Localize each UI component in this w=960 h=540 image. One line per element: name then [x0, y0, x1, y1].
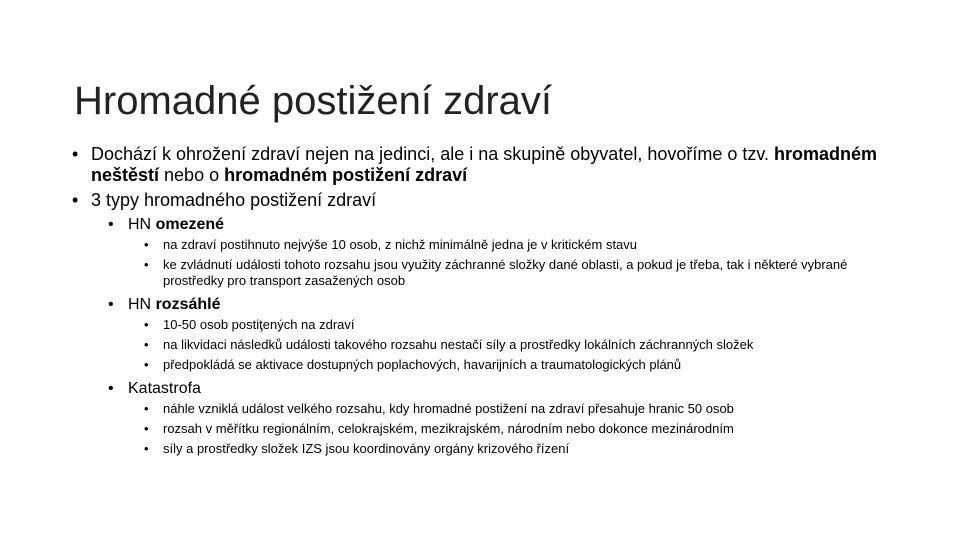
list-item: [144, 237, 892, 253]
bullet-dot-icon: •: [144, 237, 149, 252]
type-name: Katastrofa: [128, 380, 201, 397]
list-item: [144, 441, 892, 457]
bullet-dot-icon: •: [144, 257, 149, 272]
bullet-intro-mid: nebo o: [159, 165, 225, 185]
type-heading-katastrofa: [108, 379, 892, 398]
type-prefix: HN: [128, 296, 156, 313]
list-item-text: 10-50 osob postiţených na zdraví: [163, 317, 355, 332]
term-hromadne-nestesti: hromadném neštěstí: [91, 144, 878, 185]
slide-title: Hromadné postižení zdraví: [74, 78, 553, 123]
bullet-dot-icon: •: [144, 337, 149, 352]
type-name: rozsáhlé: [155, 296, 221, 313]
bullet-dot-icon: •: [144, 441, 149, 456]
type-group-rozsahle: [72, 295, 892, 373]
list-item: [144, 357, 892, 373]
list-item: [144, 421, 892, 437]
list-item-text: ke zvládnutí události tohoto rozsahu jsou využity záchranné složky dané oblasti, a pokud je třeba, tak i některé vybrané prostředky pro transport zasažených osob: [163, 257, 848, 288]
list-item-text: rozsah v měřítku regionálním, celokrajském, mezikrajském, národním nebo dokonce mezinárodním: [163, 421, 734, 436]
bullet-dot-icon: •: [72, 144, 79, 164]
bullet-dot-icon: •: [108, 380, 114, 397]
list-item-text: na zdraví postihnuto nejvýše 10 osob, z nichž minimálně jedna je v kritickém stavu: [163, 237, 638, 252]
type-name: omezené: [155, 216, 225, 233]
list-item: [144, 337, 892, 353]
bullet-intro-text: Dochází k ohrožení zdraví nejen na jedinci, ale i na skupině obyvatel, hovoříme o tzv.: [91, 144, 775, 164]
list-item-text: předpokládá se aktivace dostupných poplachových, havarijních a traumatologických plánů: [163, 357, 682, 372]
list-item: [144, 317, 892, 333]
bullet-types: [72, 190, 892, 211]
bullet-dot-icon: •: [144, 317, 149, 332]
list-item-text: na likvidaci následků události takového rozsahu nestačí síly a prostředky lokálních záchranných složek: [163, 337, 754, 352]
list-item-text: náhle vzniklá událost velkého rozsahu, kdy hromadné postižení na zdraví přesahuje hranic 50 osob: [163, 401, 734, 416]
type-prefix: HN: [128, 216, 156, 233]
list-item: [144, 401, 892, 417]
type-heading-rozsahle: [108, 295, 892, 314]
bullet-types-text: 3 typy hromadného postižení zdraví: [91, 190, 377, 210]
bullet-dot-icon: •: [144, 421, 149, 436]
list-item-text: síly a prostředky složek IZS jsou koordinovány orgány krizového řízení: [163, 441, 570, 456]
bullet-dot-icon: •: [144, 357, 149, 372]
bullet-dot-icon: •: [144, 401, 149, 416]
bullet-intro: [72, 144, 892, 186]
slide-content: [72, 144, 892, 463]
type-group-katastrofa: [72, 379, 892, 457]
bullet-dot-icon: •: [108, 296, 114, 313]
type-heading-omezene: [108, 215, 892, 234]
list-item: [144, 257, 892, 289]
bullet-dot-icon: •: [72, 190, 79, 210]
type-group-omezene: [72, 215, 892, 289]
term-hromadne-postizeni: hromadném postižení zdraví: [224, 165, 468, 185]
bullet-dot-icon: •: [108, 216, 114, 233]
